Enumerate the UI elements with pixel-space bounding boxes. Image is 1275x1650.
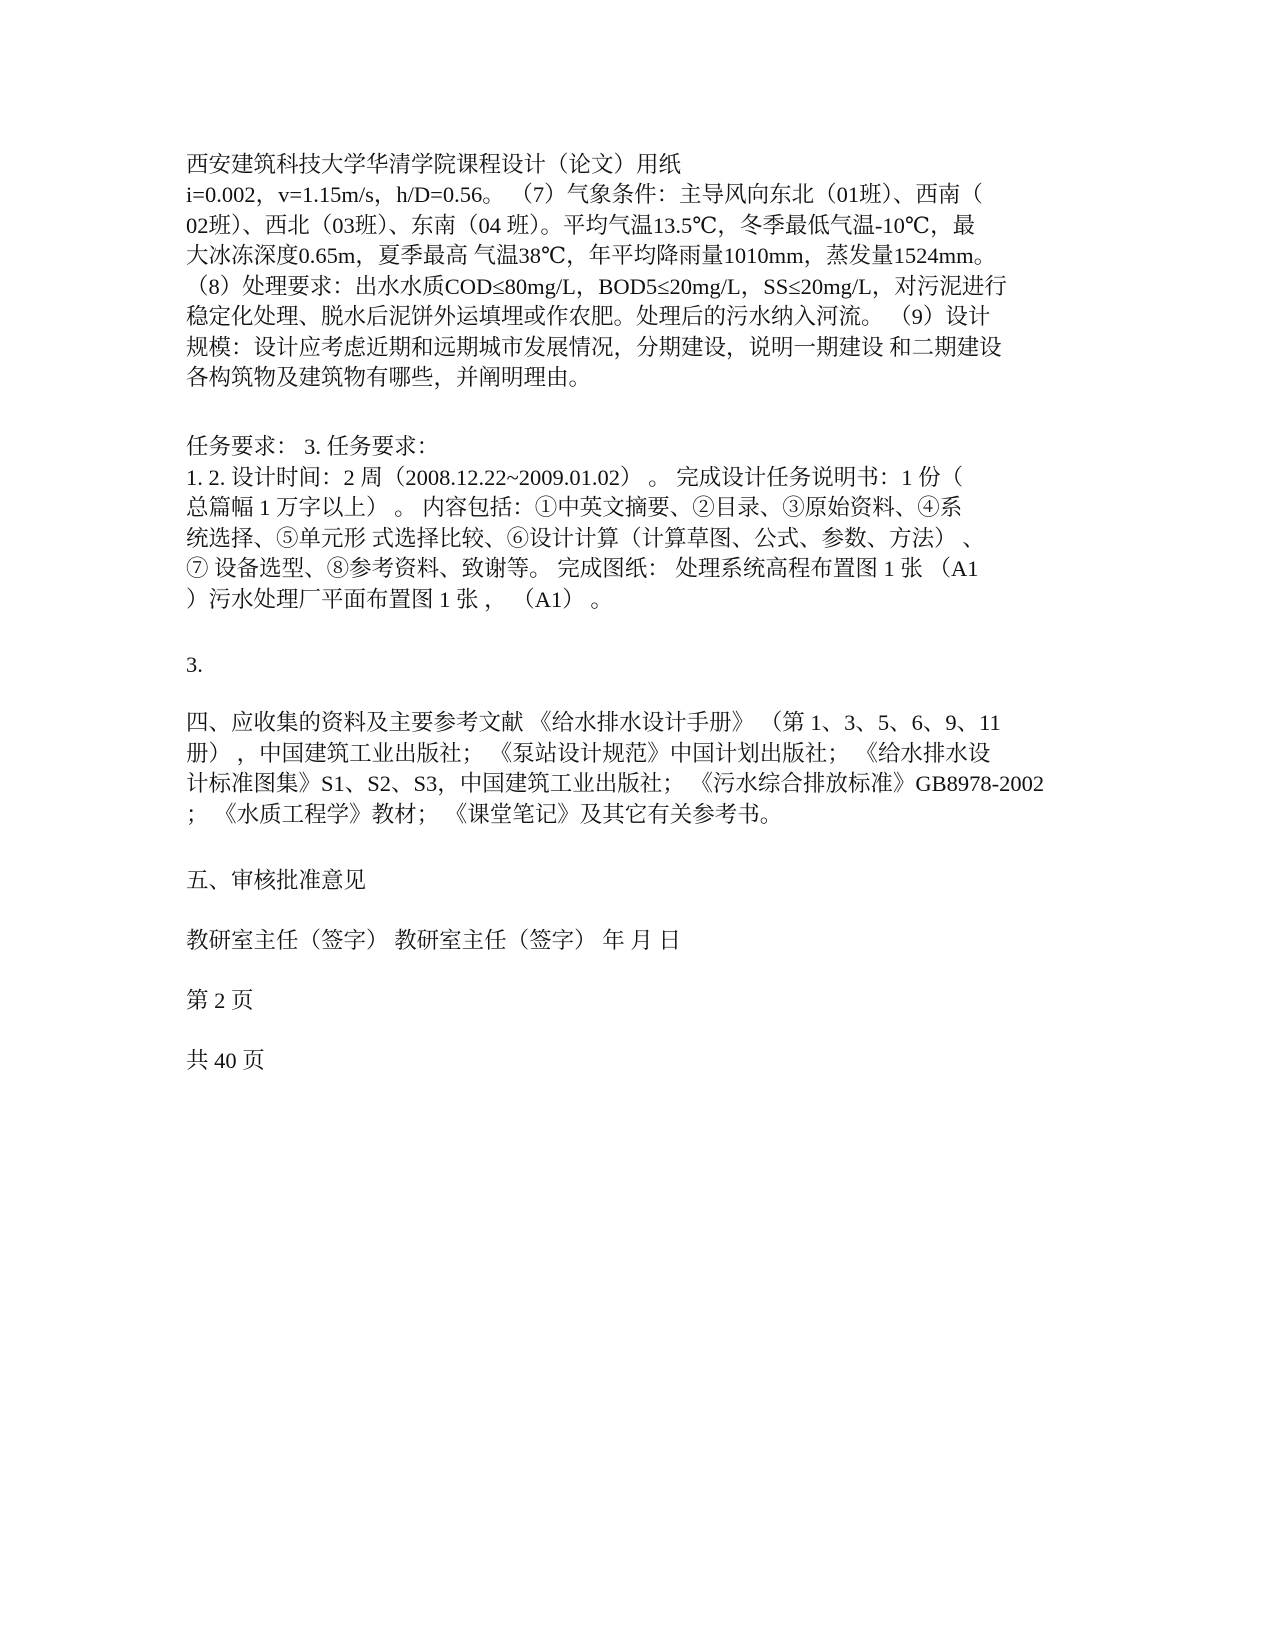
task-line: 任务要求： 3. 任务要求： xyxy=(186,434,440,459)
paragraph-line: 各构筑物及建筑物有哪些，并阐明理由。 xyxy=(186,365,592,390)
task-line: 统选择、⑤单元形 式选择比较、⑥设计计算（计算草图、公式、参数、方法） 、 xyxy=(186,525,985,551)
item-three xyxy=(186,650,1096,681)
section-five-title: 五、审核批准意见 xyxy=(186,868,367,893)
signature-line xyxy=(186,926,1096,957)
task-line: ⑦ 设备选型、⑧参考资料、致谢等。 完成图纸： 处理系统高程布置图 1 张 （A1 xyxy=(186,556,979,581)
reference-line: 计标准图集》S1、S2、S3，中国建筑工业出版社； 《污水综合排放标准》GB8978-2002 xyxy=(186,771,1045,796)
references-section xyxy=(186,708,1096,830)
current-page-text: 第 2 页 xyxy=(186,988,254,1013)
header-title: 西安建筑科技大学华清学院课程设计（论文）用纸 xyxy=(186,152,682,177)
reference-line: 册） ，中国建筑工业出版社； 《泵站设计规范》中国计划出版社； 《给水排水设 xyxy=(186,740,991,766)
task-line: 总篇幅 1 万字以上） 。 内容包括：①中英文摘要、②目录、③原始资料、④系 xyxy=(186,495,963,520)
task-line: 1. 2. 设计时间：2 周（2008.12.22~2009.01.02） 。 完成设计任务说明书：1 份（ xyxy=(186,464,964,490)
reference-line: 四、应收集的资料及主要参考文献 《给水排水设计手册》 （第 1、3、5、6、9、11 xyxy=(186,710,1001,735)
total-pages-text: 共 40 页 xyxy=(186,1048,265,1073)
total-pages xyxy=(186,1046,1096,1077)
reference-line: ； 《水质工程学》教材； 《课堂笔记》及其它有关参考书。 xyxy=(186,801,783,827)
item-three-text: 3. xyxy=(186,652,203,677)
paragraph-line: i=0.002，v=1.15m/s，h/D=0.56。 （7）气象条件：主导风向东北（01班）、西南（ xyxy=(186,182,983,207)
page-number xyxy=(186,986,1096,1017)
signature-text: 教研室主任（签字） 教研室主任（签字） 年 月 日 xyxy=(186,928,682,953)
paragraph-line: 稳定化处理、脱水后泥饼外运填埋或作农肥。处理后的污水纳入河流。 （9）设计 xyxy=(186,304,991,329)
approval-section-title xyxy=(186,866,1096,897)
paragraph-line: （8）处理要求：出水水质COD≤80mg/L，BOD5≤20mg/L，SS≤20mg/L，对污泥进行 xyxy=(186,273,1007,299)
paragraph-line: 大冰冻深度0.65m，夏季最高 气温38℃，年平均降雨量1010mm，蒸发量1524mm。 xyxy=(186,243,997,268)
paragraph-line: 规模：设计应考虑近期和远期城市发展情况，分期建设，说明一期建设 和二期建设 xyxy=(186,334,1002,360)
task-line: ）污水处理厂平面布置图 1 张 ， （A1） 。 xyxy=(186,586,613,612)
design-conditions-paragraph xyxy=(186,180,1096,394)
document-header xyxy=(186,150,1096,181)
task-requirements-section xyxy=(186,432,1096,615)
paragraph-line: 02班）、西北（03班）、东南（04 班）。平均气温13.5℃，冬季最低气温-10℃，最 xyxy=(186,212,976,238)
